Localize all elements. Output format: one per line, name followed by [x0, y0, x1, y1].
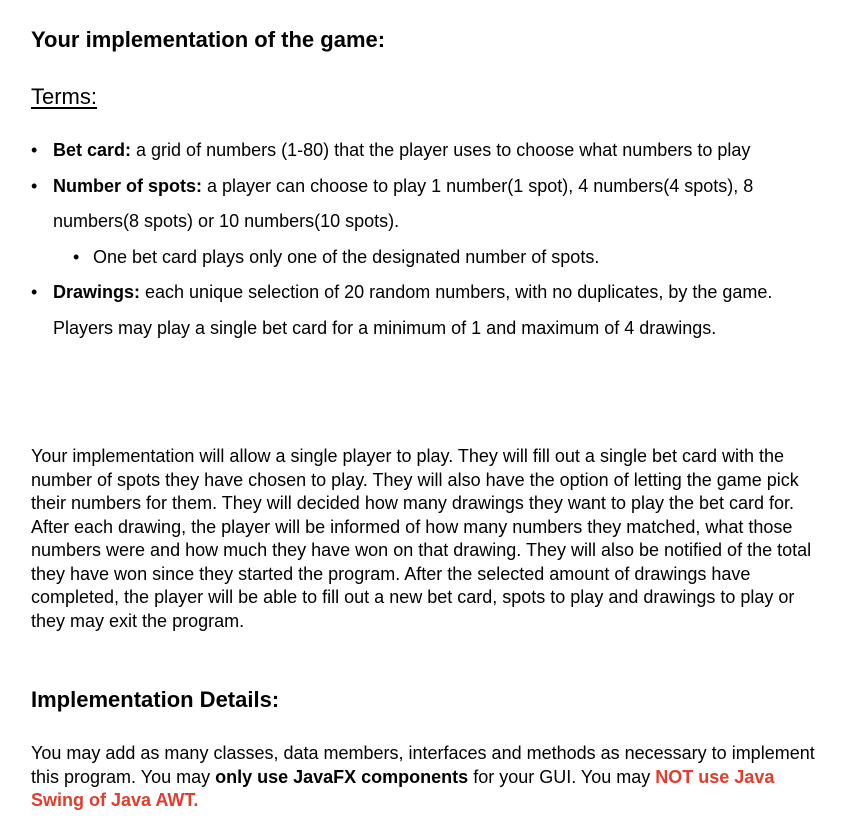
details-text-part2: for your GUI. You may: [468, 766, 656, 787]
list-item-bet-card: [31, 133, 821, 169]
section-heading-details: Implementation Details:: [31, 687, 280, 712]
sub-list-item: [53, 240, 821, 276]
details-text-part1: You may add as many classes, data members, interfaces and methods as necessary to implement this program. You may: [31, 743, 815, 787]
bullet-icon: •: [31, 282, 38, 303]
details-bold-emphasis: only use JavaFX components: [215, 766, 469, 787]
bullet-icon: •: [31, 175, 38, 196]
term-name: Number of spots:: [53, 175, 203, 196]
terms-label: Terms:: [31, 84, 97, 109]
term-description: a grid of numbers (1-80) that the player uses to choose what numbers to play: [131, 140, 751, 160]
list-item-drawings: [31, 275, 821, 346]
sub-item-text: One bet card plays only one of the designated number of spots.: [93, 246, 600, 267]
term-description: a player can choose to play 1 number(1 spot), 4 numbers(4 spots), 8 numbers(8 spots) or 10 numbers(10 spots).: [53, 175, 754, 232]
implementation-paragraph: Your implementation will allow a single player to play. They will fill out a single bet card with the number of spots they have chosen to play. They will also have the option of letting the game pick their numbers for them. They will decided how many drawings they want to play the bet card for. After each drawing, the player will be informed of how many numbers they matched, what those numbers were and how much they have won on that drawing. They will also be notified of the total they have won since they started the program. After the selected amount of drawings have completed, the player will be able to fill out a new bet card, spots to play and drawings to play or they may exit the program.: [31, 446, 812, 631]
sub-list: [53, 240, 821, 276]
bullet-icon: •: [31, 140, 38, 160]
terms-list: [31, 133, 821, 347]
term-description: each unique selection of 20 random numbers, with no duplicates, by the game. Players may play a single bet card for a minimum of 1 and maximum of 4 drawings.: [53, 282, 773, 338]
term-name: Bet card:: [53, 140, 132, 160]
details-paragraph: [31, 742, 821, 813]
section-heading-implementation: Your implementation of the game:: [31, 27, 386, 52]
list-item-number-of-spots: [31, 169, 821, 276]
bullet-icon: •: [73, 246, 80, 267]
term-name: Drawings:: [53, 282, 141, 303]
details-warning-text: NOT use Java Swing of Java AWT.: [31, 766, 775, 810]
